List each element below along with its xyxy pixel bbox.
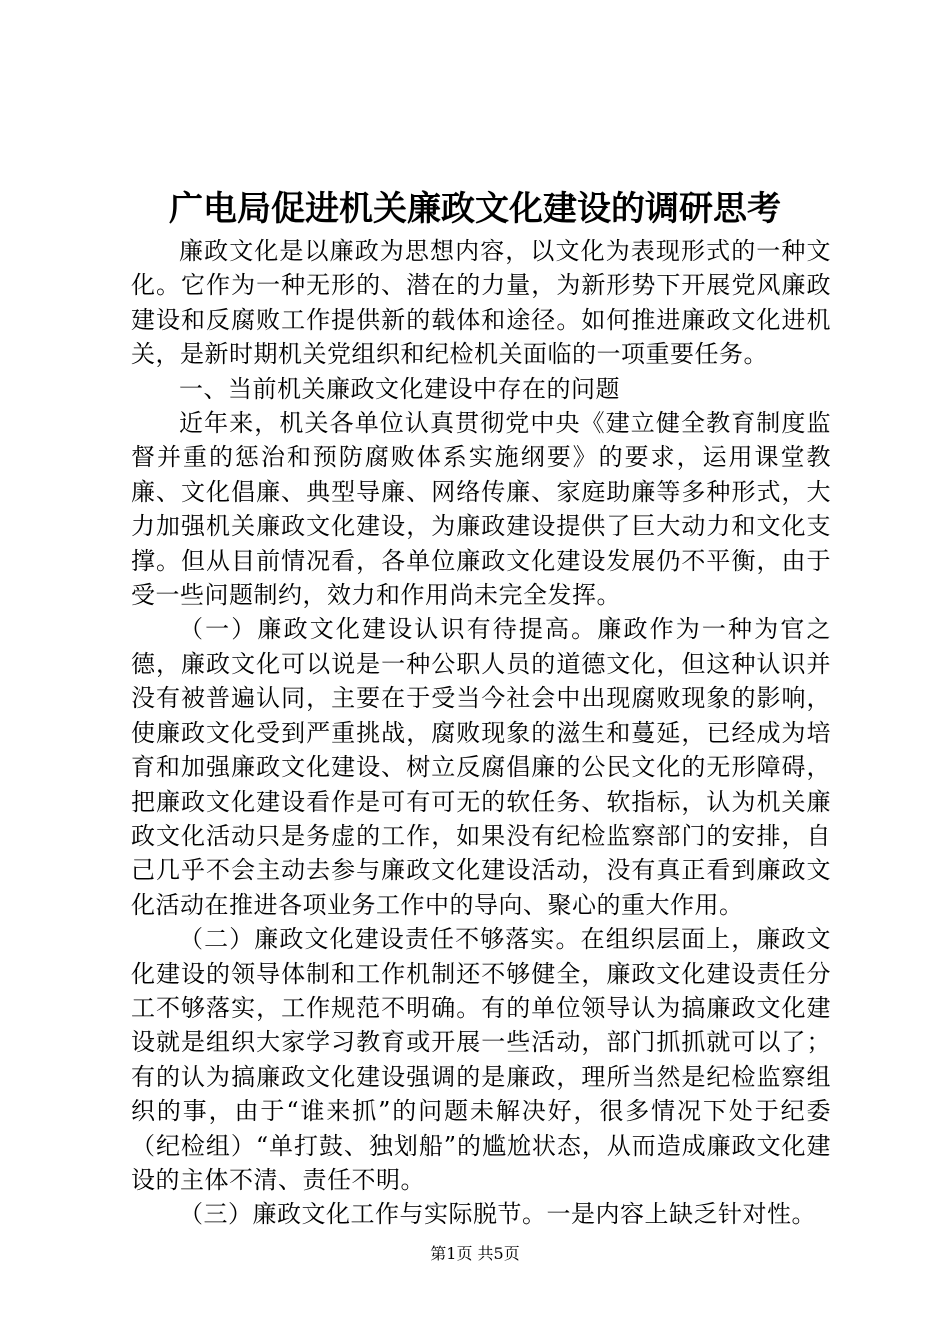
paragraph-point-1: （一）廉政文化建设认识有待提高。廉政作为一种为官之德，廉政文化可以说是一种公职人员的道德文化，但这种认识并没有被普遍认同，主要在于受当今社会中出现腐败现象的影响，使廉政文化受到严重挑战，腐败现象的滋生和蔓延，已经成为培育和加强廉政文化建设、树立反腐倡廉的公民文化的无形障碍，把廉政文化建设看作是可有可无的软任务、软指标，认为机关廉政文化活动只是务虚的工作，如果没有纪检监察部门的安排，自己几乎不会主动去参与廉政文化建设活动，没有真正看到廉政文化活动在推进各项业务工作中的导向、聚心的重大作用。 xyxy=(131,615,831,919)
paragraph-point-3: （三）廉政文化工作与实际脱节。一是内容上缺乏针对性。 xyxy=(179,1200,816,1229)
paragraph-recent-years: 近年来，机关各单位认真贯彻党中央《建立健全教育制度监督并重的惩治和预防腐败体系实施纲要》的要求，运用课堂教廉、文化倡廉、典型导廉、网络传廉、家庭助廉等多种形式，大力加强机关廉政文化建设，为廉政建设提供了巨大动力和文化支撑。但从目前情况看，各单位廉政文化建设发展仍不平衡，由于受一些问题制约，效力和作用尚未完全发挥。 xyxy=(131,409,831,610)
paragraph-point-2: （二）廉政文化建设责任不够落实。在组织层面上，廉政文化建设的领导体制和工作机制还不够健全，廉政文化建设责任分工不够落实，工作规范不明确。有的单位领导认为搞廉政文化建设就是组织大家学习教育或开展一些活动，部门抓抓就可以了；有的认为搞廉政文化建设强调的是廉政，理所当然是纪检监察组织的事，由于“谁来抓”的问题未解决好，很多情况下处于纪委（纪检组）“单打鼓、独划船”的尴尬状态，从而造成廉政文化建设的主体不清、责任不明。 xyxy=(131,925,831,1194)
document-title: 广电局促进机关廉政文化建设的调研思考 xyxy=(169,189,781,229)
page-footer: 第1页 共5页 xyxy=(430,1244,520,1263)
paragraph-intro: 廉政文化是以廉政为思想内容，以文化为表现形式的一种文化。它作为一种无形的、潜在的力量，为新形势下开展党风廉政建设和反腐败工作提供新的载体和途径。如何推进廉政文化进机关，是新时期机关党组织和纪检机关面临的一项重要任务。 xyxy=(131,237,831,369)
section-heading-1: 一、当前机关廉政文化建设中存在的问题 xyxy=(179,374,620,403)
document-body xyxy=(131,234,831,1232)
